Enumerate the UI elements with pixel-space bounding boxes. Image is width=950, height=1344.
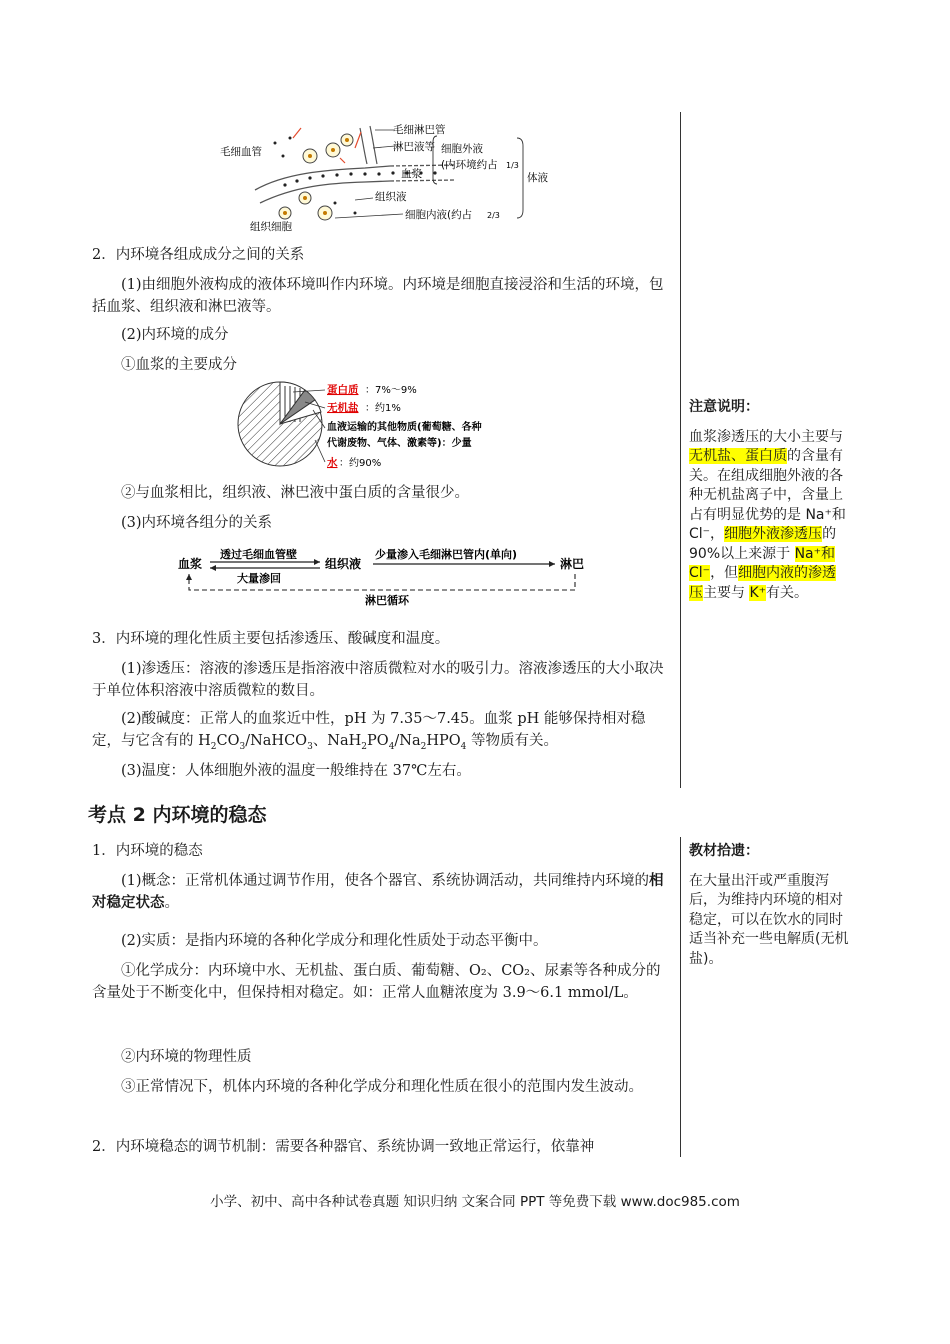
paragraph: (3)温度：人体细胞外液的温度一般维持在 37℃左右。 [121, 763, 471, 779]
label-plasma: 血浆 [401, 168, 422, 180]
paragraph: (3)内环境各组分的关系 [121, 515, 273, 531]
side-note-title: 注意说明： [689, 399, 759, 415]
pie-value-protein: ：7%～9% [365, 385, 417, 396]
flow-arrow2-label: 大量渗回 [237, 572, 281, 585]
section-heading: 3．内环境的理化性质主要包括渗透压、酸碱度和温度。 [92, 631, 450, 647]
label-tissue-fluid: 组织液 [375, 191, 407, 203]
footer-text: 小学、初中、高中各种试卷真题 知识归纳 文案合同 PPT 等免费下载 www.doc985.com [210, 1194, 740, 1210]
fluid-relationship-diagram [175, 546, 595, 608]
paragraph: (2)实质：是指内环境的各种化学成分和理化性质处于动态平衡中。 [121, 933, 548, 949]
label-ecf: 细胞外液 [441, 143, 483, 155]
side-note-attention [689, 398, 849, 603]
paragraph: ①血浆的主要成分 [121, 357, 237, 373]
paragraph: ③正常情况下，机体内环境的各种化学成分和理化性质在很小的范围内发生波动。 [121, 1079, 643, 1095]
paragraph: 2．内环境稳态的调节机制：需要各种器官、系统协调一致地正常运行，依靠神 [92, 1139, 595, 1155]
paragraph: (1)概念：正常机体通过调节作用，使各个器官、系统协调活动，共同维持内环境的相对稳定状态。 [92, 872, 664, 911]
margin-divider-top [680, 112, 681, 788]
paragraph: (1)由细胞外液构成的液体环境叫作内环境。内环境是细胞直接浸浴和生活的环境，包括血浆、组织液和淋巴液等。 [92, 277, 664, 315]
flow-cycle-label: 淋巴循环 [365, 594, 409, 607]
section-heading: 1．内环境的稳态 [92, 843, 203, 859]
plasma-composition-pie [235, 378, 535, 474]
side-note-textbook [689, 842, 849, 969]
label-icf-fraction: 2/3 [487, 211, 500, 220]
label-body-fluid: 体液 [527, 172, 548, 184]
label-ecf-share: (内环境约占 [441, 159, 498, 171]
paragraph: (2)内环境的成分 [121, 327, 229, 343]
pie-label-water: 水 [327, 457, 338, 469]
flow-arrow1-label: 透过毛细血管壁 [220, 548, 297, 561]
label-capillary: 毛细血管 [220, 146, 262, 158]
pie-value-water: ：约90% [339, 458, 382, 469]
body-fluid-diagram [215, 118, 555, 238]
label-icf: 细胞内液(约占 [405, 209, 473, 221]
paragraph: ②与血浆相比，组织液、淋巴液中蛋白质的含量很少。 [121, 485, 469, 501]
pie-label-other-2: 代谢废物、气体、激素等)：少量 [327, 438, 472, 449]
side-note-title: 教材拾遗： [689, 843, 759, 859]
side-note-text: 血浆渗透压的大小主要与无机盐、蛋白质的含量有关。在组成细胞外液的各种无机盐离子中，含量上占有明显优势的是 Na⁺和 Cl⁻，细胞外液渗透压的 90%以上来源于 Na⁺和 Cl⁻，但细胞内液的渗透压主要与 K⁺有关。 [689, 428, 846, 601]
flow-plasma: 血浆 [178, 557, 203, 571]
pie-label-other: 血液运输的其他物质(葡萄糖、各种 [327, 422, 482, 433]
label-ecf-fraction: 1/3 [506, 161, 519, 170]
flow-lymph: 淋巴 [560, 557, 585, 571]
pie-value-salt: ：约1% [365, 403, 401, 414]
label-tissue-cells: 组织细胞 [250, 221, 292, 233]
pie-label-salt: 无机盐 [327, 402, 359, 414]
label-lymph-capillary: 毛细淋巴管 [393, 124, 446, 136]
paragraph: ②内环境的物理性质 [121, 1049, 252, 1065]
label-lymph: 淋巴液等 [393, 141, 435, 153]
flow-arrow3-label: 少量渗入毛细淋巴管内(单向) [375, 548, 518, 561]
flow-tissue: 组织液 [325, 557, 362, 571]
side-note-text: 在大量出汗或严重腹泻后，为维持内环境的相对稳定，可以在饮水的同时适当补充一些电解质(无机盐)。 [689, 872, 849, 967]
paragraph: ①化学成分：内环境中水、无机盐、蛋白质、葡萄糖、O₂、CO₂、尿素等各种成分的含量处于不断变化中，但保持相对稳定。如：正常人血糖浓度为 3.9～6.1 mmol/L。 [92, 963, 661, 1001]
paragraph: (1)渗透压：溶液的渗透压是指溶液中溶质微粒对水的吸引力。溶液渗透压的大小取决于单位体积溶液中溶质微粒的数目。 [92, 661, 664, 699]
margin-divider-bottom [680, 837, 681, 1157]
section-heading: 2．内环境各组成成分之间的关系 [92, 247, 305, 263]
topic-heading: 考点 2 内环境的稳态 [88, 804, 267, 826]
paragraph-ph: (2)酸碱度：正常人的血浆近中性，pH 为 7.35～7.45。血浆 pH 能够保持相对稳定，与它含有的 $H_2CO_3/NaHCO_3$、$NaH_2PO_4/Na_2HPO_4$ 等物质有关。 [92, 711, 646, 752]
pie-label-protein: 蛋白质 [327, 384, 359, 396]
